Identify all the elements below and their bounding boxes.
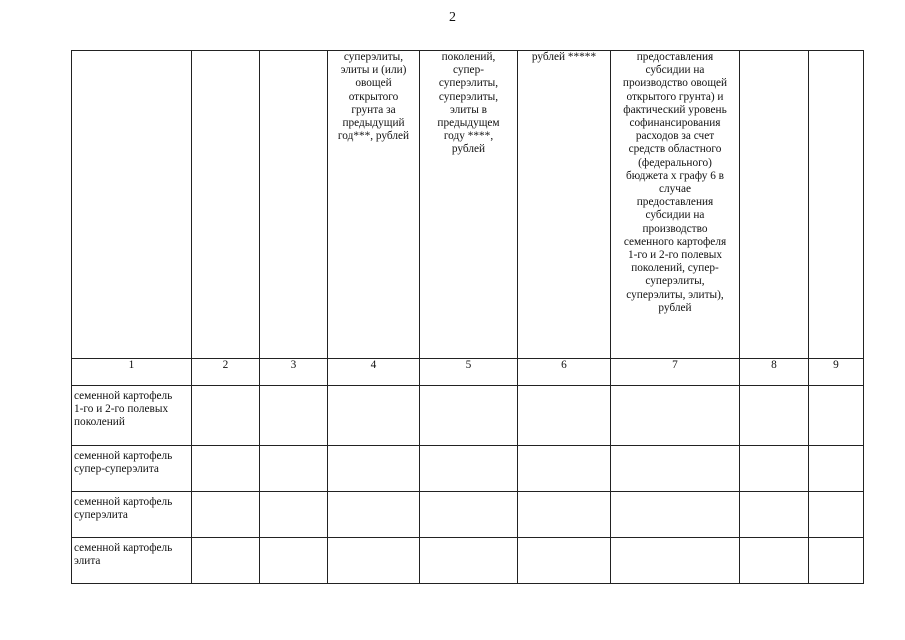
table-cell: [740, 446, 809, 492]
row-label: семенной картофель 1-го и 2-го полевых поколений: [72, 386, 192, 446]
table-cell: [420, 386, 518, 446]
table-cell: [809, 492, 864, 538]
row-label: семенной картофель суперэлита: [72, 492, 192, 538]
data-table: [71, 50, 864, 584]
table-header-row: [72, 51, 864, 359]
table-cell: [740, 492, 809, 538]
table-cell: [740, 538, 809, 584]
table-cell: [740, 386, 809, 446]
header-cell-8: [740, 51, 809, 359]
table-cell: [611, 538, 740, 584]
header-cell-9: [809, 51, 864, 359]
header-cell-1: [72, 51, 192, 359]
table-cell: [611, 386, 740, 446]
column-number: 2: [192, 359, 260, 386]
table-cell: [260, 446, 328, 492]
table-cell: [328, 446, 420, 492]
table-cell: [192, 386, 260, 446]
table-cell: [260, 492, 328, 538]
column-number: 7: [611, 359, 740, 386]
table-cell: [518, 492, 611, 538]
table-cell: [192, 538, 260, 584]
column-number: 1: [72, 359, 192, 386]
table-cell: [420, 492, 518, 538]
table-row: [72, 446, 864, 492]
column-number: 6: [518, 359, 611, 386]
column-number: 8: [740, 359, 809, 386]
table-cell: [809, 538, 864, 584]
table-cell: [192, 446, 260, 492]
header-cell-4: суперэлиты, элиты и (или) овощей открытого грунта за предыдущий год***, рублей: [328, 51, 420, 359]
column-number: 4: [328, 359, 420, 386]
table-cell: [420, 538, 518, 584]
table-cell: [260, 386, 328, 446]
page-number: 2: [449, 10, 456, 25]
table-cell: [518, 538, 611, 584]
table-cell: [328, 386, 420, 446]
row-label: семенной картофель элита: [72, 538, 192, 584]
table-cell: [611, 492, 740, 538]
header-cell-3: [260, 51, 328, 359]
table-cell: [260, 538, 328, 584]
column-number: 5: [420, 359, 518, 386]
header-cell-5: поколений, супер- суперэлиты, суперэлиты, элиты в предыдущем году ****, рублей: [420, 51, 518, 359]
column-number: 3: [260, 359, 328, 386]
table-cell: [611, 446, 740, 492]
header-cell-2: [192, 51, 260, 359]
table-cell: [809, 446, 864, 492]
table-cell: [518, 386, 611, 446]
table-cell: [192, 492, 260, 538]
table-row: [72, 386, 864, 446]
table-cell: [420, 446, 518, 492]
header-cell-7: предоставления субсидии на производство овощей открытого грунта) и фактический уровень софинансирования расходов за счет средств областного (федерального) бюджета x графу 6 в случае предоставления субсидии на производство семенного картофеля 1-го и 2-го полевых поколений, супер- суперэлиты, суперэлиты, элиты), рублей: [611, 51, 740, 359]
table-cell: [518, 446, 611, 492]
table-cell: [328, 492, 420, 538]
table-cell: [809, 386, 864, 446]
table-row: [72, 492, 864, 538]
table-row: [72, 538, 864, 584]
header-cell-6: рублей *****: [518, 51, 611, 359]
row-label: семенной картофель супер-суперэлита: [72, 446, 192, 492]
column-number: 9: [809, 359, 864, 386]
column-number-row: [72, 359, 864, 386]
table-cell: [328, 538, 420, 584]
